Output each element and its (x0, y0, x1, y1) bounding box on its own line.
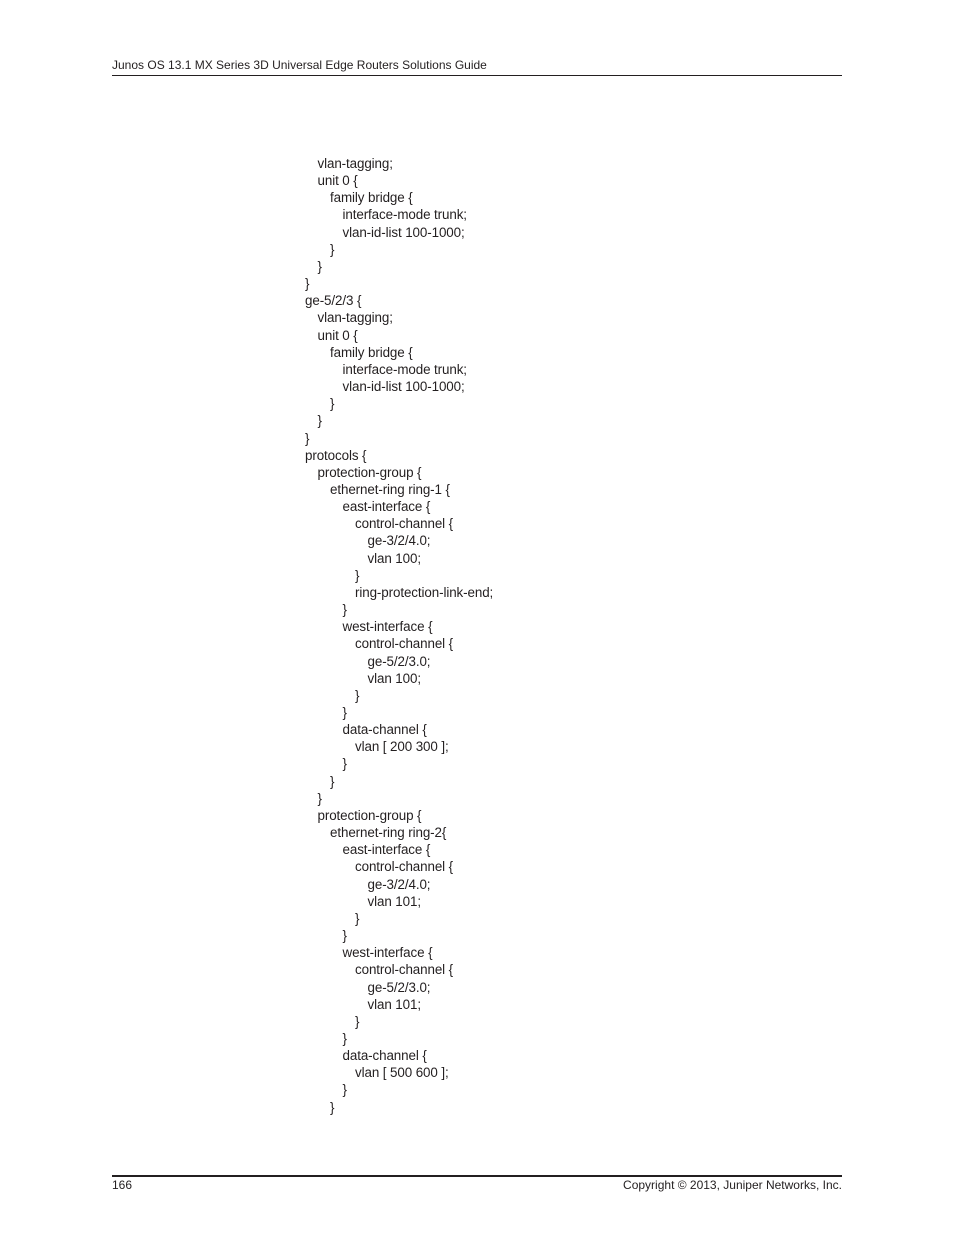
code-line: ge-5/2/3.0; (367, 979, 431, 995)
code-line: } (355, 567, 360, 583)
code-line: protection-group { (317, 807, 422, 823)
code-line: family bridge { (330, 190, 413, 206)
code-line: protection-group { (317, 464, 422, 480)
code-line: vlan-id-list 100-1000; (342, 379, 465, 395)
code-line: } (330, 773, 335, 789)
code-line: family bridge { (330, 344, 413, 360)
code-line: } (305, 430, 310, 446)
code-line: ge-5/2/3.0; (367, 653, 431, 669)
code-line: ethernet-ring ring-2{ (330, 825, 447, 841)
code-line: control-channel { (355, 636, 454, 652)
code-line: control-channel { (355, 516, 454, 532)
code-line: vlan [ 500 600 ]; (355, 1065, 449, 1081)
running-header: Junos OS 13.1 MX Series 3D Universal Edge Routers Solutions Guide (112, 58, 487, 72)
code-line: ge-3/2/4.0; (367, 876, 431, 892)
code-line: ge-3/2/4.0; (367, 533, 431, 549)
code-line: data-channel { (342, 1048, 427, 1064)
code-line: control-channel { (355, 962, 454, 978)
code-line: unit 0 { (317, 327, 358, 343)
code-line: vlan 100; (367, 550, 421, 566)
code-line: } (305, 276, 310, 292)
code-line: west-interface { (342, 619, 433, 635)
code-line: } (342, 602, 347, 618)
code-line: unit 0 { (317, 173, 358, 189)
code-line: } (330, 1099, 335, 1115)
code-line: control-channel { (355, 859, 454, 875)
code-line: vlan-id-list 100-1000; (342, 224, 465, 240)
code-line: } (355, 910, 360, 926)
code-line: } (330, 241, 335, 257)
code-line: data-channel { (342, 722, 427, 738)
page-number: 166 (112, 1178, 133, 1192)
code-line: west-interface { (342, 945, 433, 961)
copyright-notice: Copyright © 2013, Juniper Networks, Inc. (623, 1178, 842, 1192)
code-line: vlan-tagging; (317, 156, 393, 171)
code-line: } (342, 1082, 347, 1098)
code-line: protocols { (305, 447, 367, 463)
code-line: } (355, 687, 360, 703)
code-line: vlan-tagging; (317, 310, 393, 326)
code-line: } (355, 1013, 360, 1029)
code-line: } (342, 705, 347, 720)
configuration-code-block (305, 155, 805, 1116)
code-line: } (317, 790, 322, 806)
header-divider (112, 75, 842, 76)
code-line: } (330, 396, 335, 412)
code-line: vlan 101; (367, 893, 421, 909)
code-line: interface-mode trunk; (342, 207, 467, 223)
code-line: east-interface { (342, 842, 431, 858)
code-line: east-interface { (342, 499, 431, 515)
code-line: ring-protection-link-end; (355, 584, 494, 600)
code-line: } (342, 1030, 347, 1046)
code-line: } (317, 413, 322, 429)
code-line: ethernet-ring ring-1 { (330, 481, 450, 497)
code-line: vlan 101; (367, 996, 421, 1012)
code-line: } (317, 258, 322, 274)
code-line: vlan [ 200 300 ]; (355, 739, 449, 755)
code-line: } (342, 756, 347, 772)
code-line: } (342, 928, 347, 944)
code-line: vlan 100; (367, 670, 421, 686)
code-line: interface-mode trunk; (342, 361, 467, 377)
code-line: ge-5/2/3 { (305, 293, 362, 309)
